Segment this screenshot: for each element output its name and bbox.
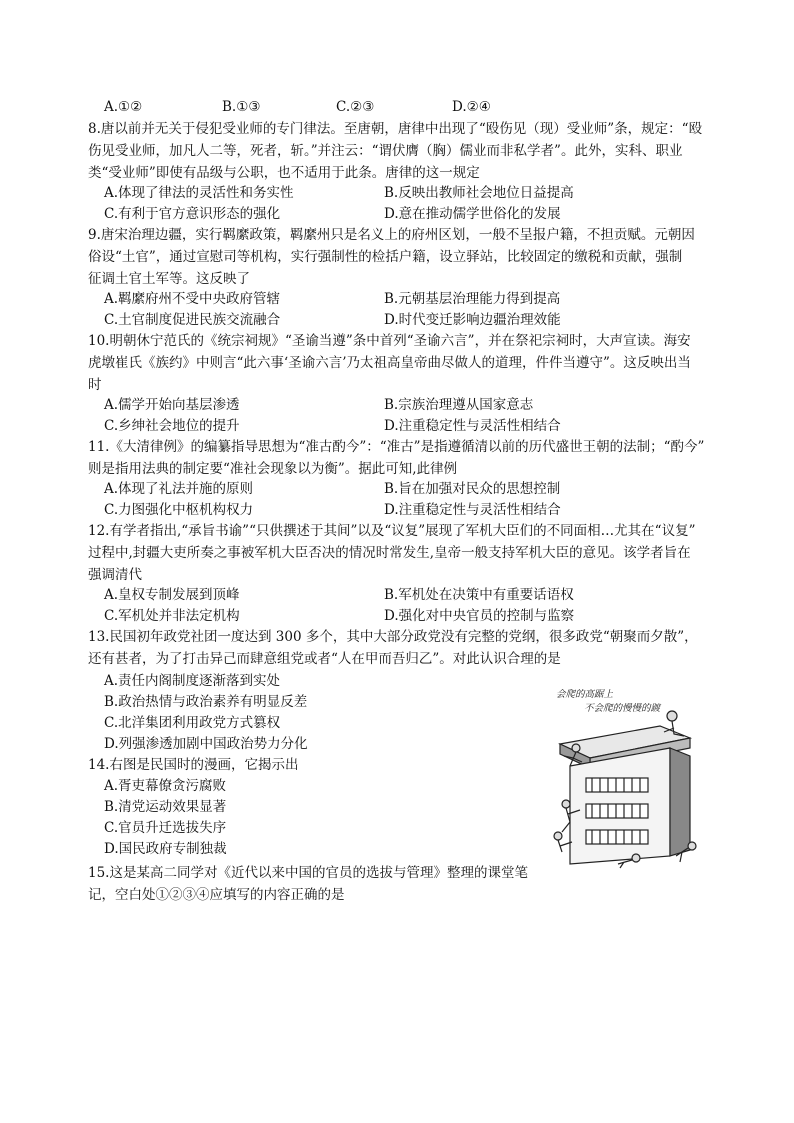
q15-stem-line: 记，空白处①②③④应填写的内容正确的是: [88, 887, 345, 903]
q9-stem-line: 9.唐宋治理边疆，实行羁縻政策，羁縻州只是名义上的府州区划，一般不呈报户籍，不担贡赋。元朝因: [88, 227, 695, 243]
q10-option-a[interactable]: A.儒学开始向基层渗透: [104, 397, 240, 413]
q9-option-c[interactable]: C.土官制度促进民族交流融合: [104, 312, 281, 328]
q12-option-a[interactable]: A.皇权专制发展到顶峰: [104, 587, 240, 603]
q13-stem-line: 13.民国初年政党社团一度达到 300 多个，其中大部分政党没有完整的党纲，很多政党“朝聚而夕散”，: [88, 629, 698, 645]
q13-stem-line: 还有甚者，为了打击异己而肆意组党或者“人在甲而吾归乙”。对此认识合理的是: [88, 651, 561, 667]
q8-option-c[interactable]: C.有利于官方意识形态的强化: [104, 206, 281, 222]
q7-option-c[interactable]: C.②③: [336, 99, 375, 115]
q12-stem-line: 强调清代: [88, 567, 142, 583]
q11-option-d[interactable]: D.注重稳定性与灵活性相结合: [384, 502, 561, 518]
q8-stem-line: 类“受业师”即使有品级与公职，也不适用于此条。唐律的这一规定: [88, 165, 480, 181]
q14-option-a[interactable]: A.胥吏幕僚贪污腐败: [104, 778, 227, 794]
q10-stem-line: 虎墩崔氏《族约》中则言“此六事‘圣谕六言’乃太祖高皇帝曲尽做人的道理，件件当遵守”。这反映出当: [88, 355, 691, 371]
q11-stem-line: 则是指用法典的制定要“准社会现象以为衡”。据此可知,此律例: [88, 461, 458, 477]
q15-stem-line: 15.这是某高二同学对《近代以来中国的官员的选拔与管理》整理的课堂笔: [88, 865, 528, 881]
q9-stem-line: 征调土官土军等。这反映了: [88, 271, 250, 287]
q13-option-a[interactable]: A.责任内阁制度逐渐落到实处: [104, 673, 281, 689]
q10-stem-line: 10.明朝休宁范氏的《统宗祠规》“圣谕当遵”条中首列“圣谕六言”，并在祭祀宗祠时，大声宣读。海安: [88, 333, 691, 349]
q10-option-c[interactable]: C.乡绅社会地位的提升: [104, 418, 240, 434]
cartoon-figure: [540, 686, 726, 870]
q9-stem-line: 俗设“土官”，通过宣慰司等机构，实行强制性的检括户籍，设立驿站，比较固定的缴税和贡献，强制: [88, 249, 683, 265]
q12-option-c[interactable]: C.军机处并非法定机构: [104, 608, 240, 624]
q11-stem-line: 11.《大清律例》的编纂指导思想为“准古酌今”：“准古”是指遵循清以前的历代盛世王朝的法制；“酌今”: [88, 439, 705, 455]
q13-option-b[interactable]: B.政治热情与政治素养有明显反差: [104, 694, 308, 710]
q10-option-d[interactable]: D.注重稳定性与灵活性相结合: [384, 418, 561, 434]
q8-option-a[interactable]: A.体现了律法的灵活性和务实性: [104, 185, 294, 201]
q12-stem-line: 过程中,封疆大吏所奏之事被军机大臣否决的情况时常发生,皇帝一般支持军机大臣的意见。该学者旨在: [88, 545, 691, 561]
q9-option-d[interactable]: D.时代变迁影响边疆治理效能: [384, 312, 561, 328]
q11-option-b[interactable]: B.旨在加强对民众的思想控制: [384, 481, 561, 497]
q8-option-d[interactable]: D.意在推动儒学世俗化的发展: [384, 206, 561, 222]
q14-option-d[interactable]: D.国民政府专制独裁: [104, 841, 227, 857]
q14-option-b[interactable]: B.清党运动效果显著: [104, 799, 227, 815]
q10-stem-line: 时: [88, 377, 102, 393]
q13-option-d[interactable]: D.列强渗透加剧中国政治势力分化: [104, 736, 308, 752]
cartoon-caption-line2: 不会爬的慢慢的踱: [584, 703, 661, 714]
q11-option-a[interactable]: A.体现了礼法并施的原则: [104, 481, 254, 497]
q8-stem-line: 伤见受业师，加凡人二等，死者，斩。”并注云：“谓伏膺（胸）儒业而非私学者”。此外，实科、职业: [88, 143, 683, 159]
q13-option-c[interactable]: C.北洋集团利用政党方式篡权: [104, 715, 281, 731]
cartoon-caption-line1: 会爬的高踞上: [556, 689, 614, 700]
q9-option-b[interactable]: B.元朝基层治理能力得到提高: [384, 291, 561, 307]
q9-option-a[interactable]: A.羁縻府州不受中央政府管辖: [104, 291, 281, 307]
q7-option-d[interactable]: D.②④: [452, 99, 491, 115]
q14-stem-line: 14.右图是民国时的漫画，它揭示出: [88, 757, 299, 773]
q11-option-c[interactable]: C.力图强化中枢机构权力: [104, 502, 254, 518]
q8-option-b[interactable]: B.反映出教师社会地位日益提高: [384, 185, 574, 201]
q8-stem-line: 8.唐以前并无关于侵犯受业师的专门律法。至唐朝，唐律中出现了“殴伤见（现）受业师”条，规定：“殴: [88, 121, 703, 137]
q12-stem-line: 12.有学者指出,“承旨书谕”“只供撰述于其间”以及“议复”展现了军机大臣们的不同面相…尤其在“议复”: [88, 523, 696, 539]
q7-option-a[interactable]: A.①②: [104, 99, 143, 115]
q12-option-d[interactable]: D.强化对中央官员的控制与监察: [384, 608, 575, 624]
cartoon-drawing: [540, 686, 726, 870]
q14-option-c[interactable]: C.官员升迁选拔失序: [104, 820, 227, 836]
q7-option-b[interactable]: B.①③: [222, 99, 261, 115]
q10-option-b[interactable]: B.宗族治理遵从国家意志: [384, 397, 534, 413]
q12-option-b[interactable]: B.军机处在决策中有重要话语权: [384, 587, 574, 603]
